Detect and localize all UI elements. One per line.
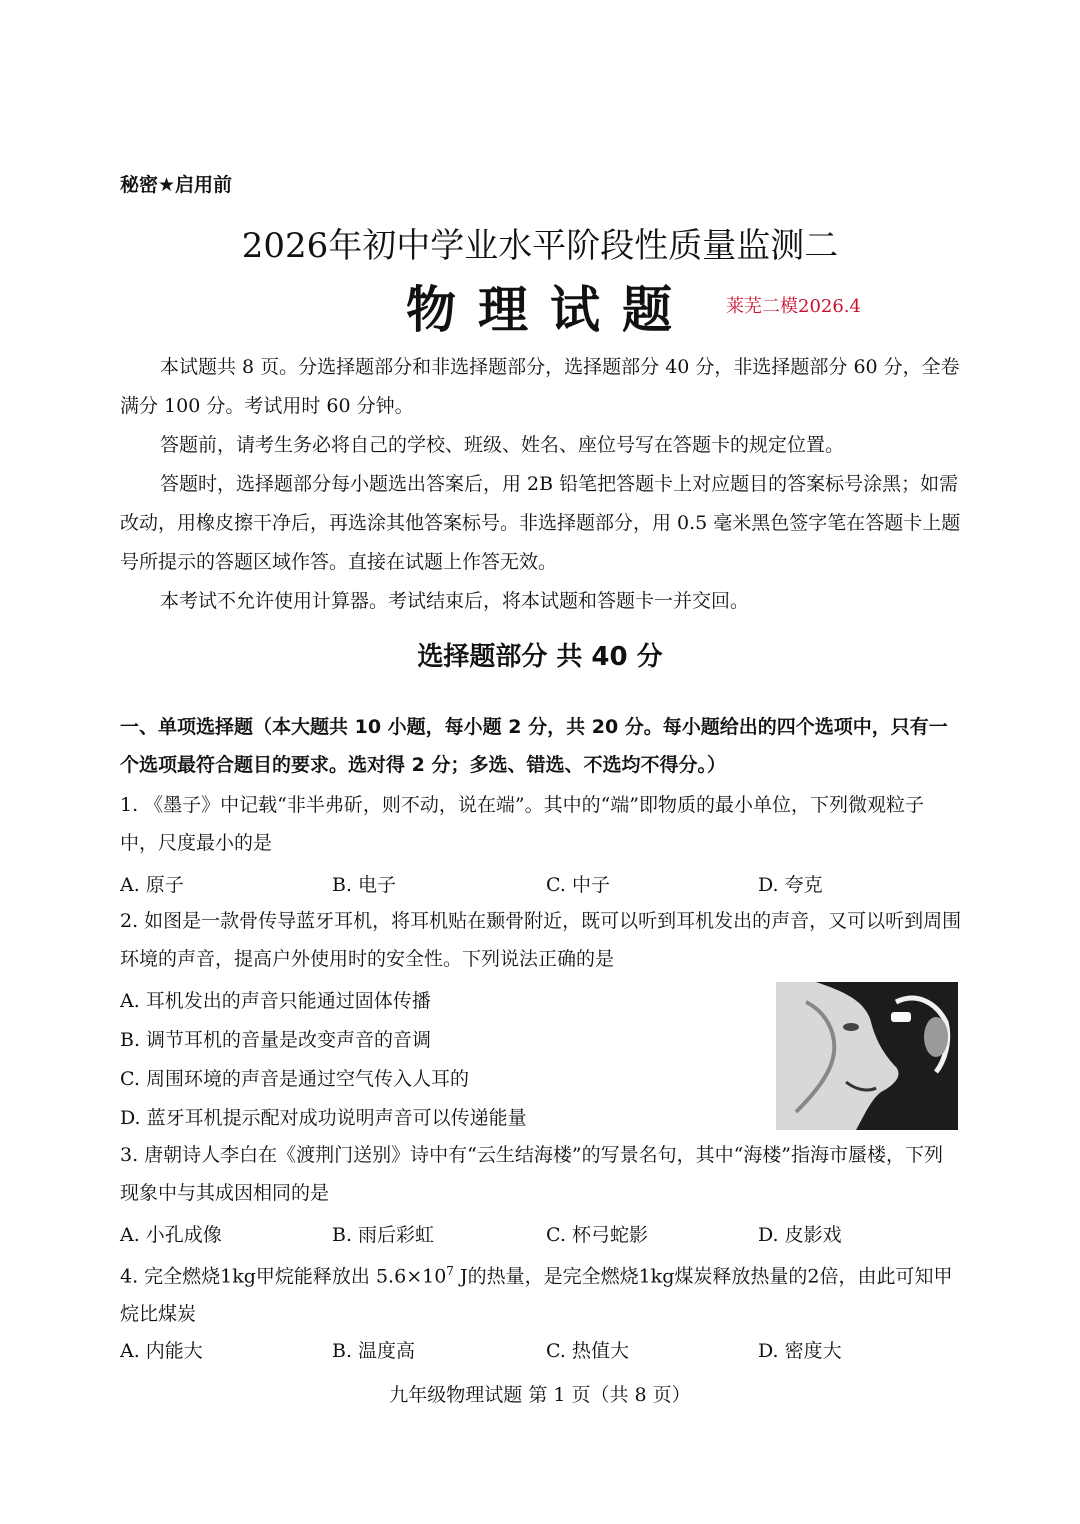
section-title: 选择题部分 共 40 分 [417, 642, 663, 672]
bone-conduction-headphone-image [776, 982, 958, 1130]
question-1-option-d: D. 夸克 [758, 874, 823, 896]
instructions [120, 348, 962, 621]
instruction-paragraph: 答题时，选择题部分每小题选出答案后，用 2B 铅笔把答题卡上对应题目的答案标号涂黑；如需改动，用橡皮擦干净后，再选涂其他答案标号。非选择题部分，用 0.5 毫米黑色签字笔在答题卡上题号所提示的答题区域作答。直接在试题上作答无效。 [120, 473, 961, 573]
exponent: 7 [446, 1264, 454, 1278]
exam-title: 2026年初中学业水平阶段性质量监测二 [241, 226, 839, 266]
question-4-stem-part-2: J的热量，是完全燃烧1kg煤炭释放热量的2倍，由此可知甲烷比煤炭 [120, 1265, 953, 1326]
question-3-option-a: A. 小孔成像 [120, 1224, 222, 1246]
question-4-stem [120, 1252, 962, 1333]
question-2-stem: 2. 如图是一款骨传导蓝牙耳机，将耳机贴在颞骨附近，既可以听到耳机发出的声音，又可以听到周围环境的声音，提高户外使用时的安全性。下列说法正确的是 [120, 910, 962, 970]
confidential-label: 秘密★启用前 [120, 174, 233, 196]
question-1-option-b: B. 电子 [332, 874, 397, 896]
question-2-option-d: D. 蓝牙耳机提示配对成功说明声音可以传递能量 [120, 1107, 527, 1129]
question-4-option-a: A. 内能大 [120, 1340, 203, 1362]
subject-title: 物理试题 [406, 280, 694, 339]
question-3-option-d: D. 皮影戏 [758, 1224, 842, 1246]
instruction-paragraph: 本试题共 8 页。分选择题部分和非选择题部分，选择题部分 40 分，非选择题部分 60 分，全卷满分 100 分。考试用时 60 分钟。 [120, 356, 960, 417]
question-1-option-a: A. 原子 [120, 874, 184, 896]
woman-wearing-headphone-illustration [776, 982, 958, 1130]
question-3-option-c: C. 杯弓蛇影 [546, 1224, 648, 1246]
question-1-option-c: C. 中子 [546, 874, 610, 896]
question-4-option-b: B. 温度高 [332, 1340, 416, 1362]
question-4-option-d: D. 密度大 [758, 1340, 842, 1362]
question-3-option-b: B. 雨后彩虹 [332, 1224, 435, 1246]
question-3-stem: 3. 唐朝诗人李白在《渡荆门送别》诗中有“云生结海楼”的写景名句，其中“海楼”指海市蜃楼，下列现象中与其成因相同的是 [120, 1144, 944, 1204]
question-1-stem: 1. 《墨子》中记载“非半弗斫，则不动，说在端”。其中的“端”即物质的最小单位，下列微观粒子中，尺度最小的是 [120, 794, 925, 854]
instruction-paragraph: 答题前，请考生务必将自己的学校、班级、姓名、座位号写在答题卡的规定位置。 [160, 434, 845, 456]
part-heading: 一、单项选择题（本大题共 10 小题，每小题 2 分，共 20 分。每小题给出的四个选项中，只有一个选项最符合题目的要求。选对得 2 分；多选、错选、不选均不得分。） [120, 716, 948, 776]
exam-tag: 莱芜二模2026.4 [726, 296, 861, 317]
question-4-stem-part-1: 4. 完全燃烧1kg甲烷能释放出 5.6×10 [120, 1265, 447, 1288]
question-4-option-c: C. 热值大 [546, 1340, 629, 1362]
instruction-paragraph: 本考试不允许使用计算器。考试结束后，将本试题和答题卡一并交回。 [160, 590, 750, 612]
question-2-option-b: B. 调节耳机的音量是改变声音的音调 [120, 1029, 432, 1051]
question-2-option-a: A. 耳机发出的声音只能通过固体传播 [120, 990, 431, 1012]
question-2-option-c: C. 周围环境的声音是通过空气传入人耳的 [120, 1068, 469, 1090]
page-footer: 九年级物理试题 第 1 页（共 8 页） [389, 1384, 691, 1406]
